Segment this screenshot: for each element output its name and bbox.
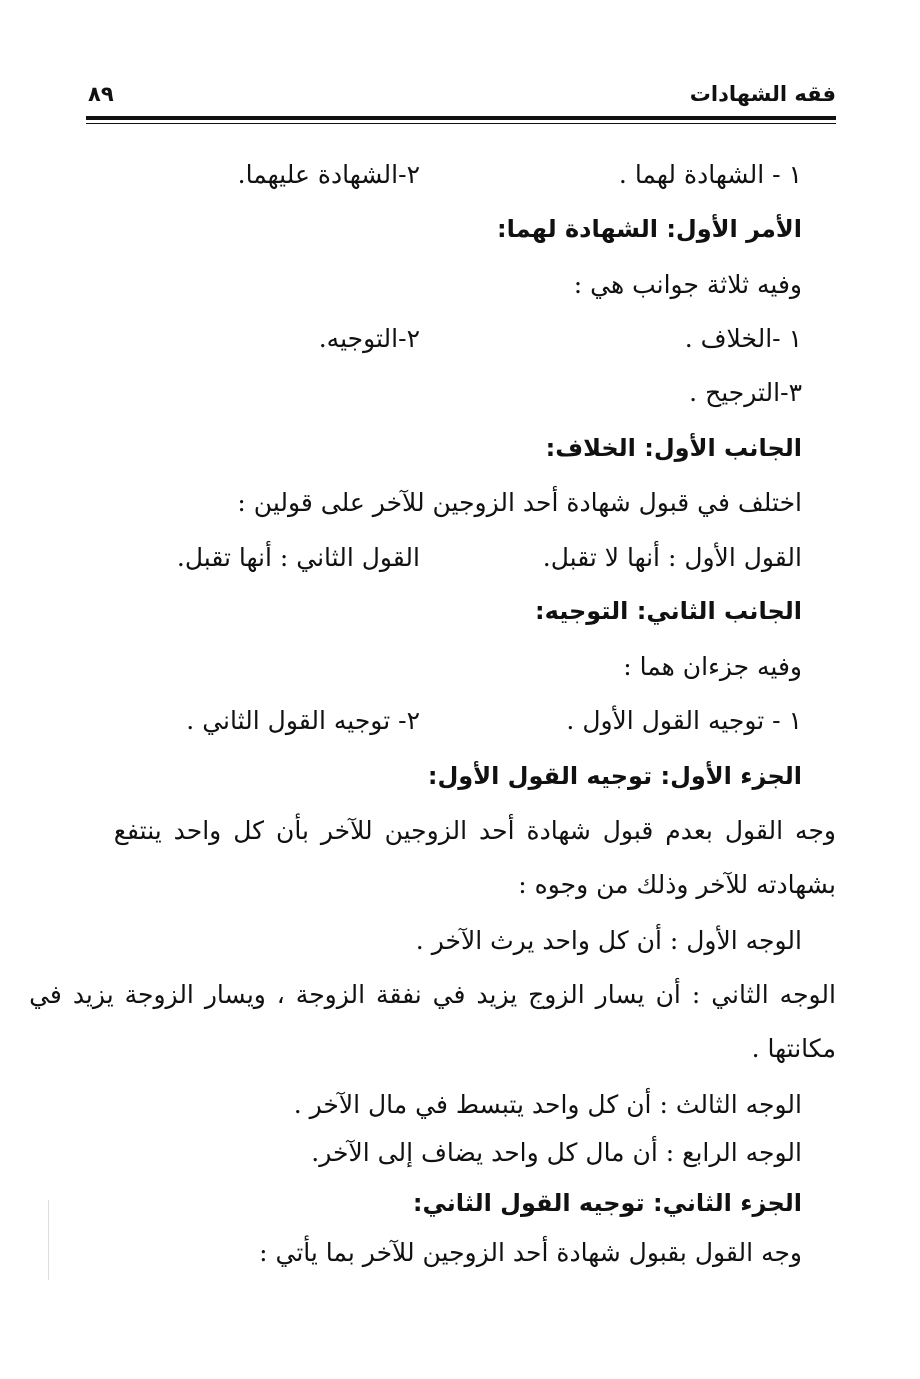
- scan-margin-mark: [48, 1200, 49, 1280]
- header-rule-thick: [86, 116, 836, 120]
- text-three-aspects: وفيه ثلاثة جوانب هي :: [573, 270, 802, 299]
- page-number: ٨٩: [88, 82, 114, 106]
- text-third-reason: الوجه الثالث : أن كل واحد يتبسط في مال الآخر .: [293, 1090, 802, 1119]
- list-item-first-opinion-justification: ١ - توجيه القول الأول .: [566, 706, 802, 735]
- text-two-parts: وفيه جزءان هما :: [623, 652, 802, 681]
- text-fourth-reason: الوجه الرابع : أن مال كل واحد يضاف إلى الآخر.: [311, 1138, 802, 1167]
- heading-first-part: الجزء الأول: توجيه القول الأول:: [427, 762, 802, 790]
- paragraph-second-reason: الوجه الثاني : أن يسار الزوج يزيد في نفقة الزوجة ، ويسار الزوجة يزيد في: [29, 980, 836, 1009]
- first-opinion: القول الأول : أنها لا تقبل.: [542, 543, 802, 572]
- text-disagreement: اختلف في قبول شهادة أحد الزوجين للآخر على قولين :: [237, 488, 802, 517]
- text-second-opinion-basis: وجه القول بقبول شهادة أحد الزوجين للآخر بما يأتي :: [259, 1238, 802, 1267]
- list-item-disagreement: ١ -الخلاف .: [684, 324, 802, 353]
- header-title: فقه الشهادات: [689, 82, 836, 106]
- text-first-reason: الوجه الأول : أن كل واحد يرث الآخر .: [415, 926, 802, 955]
- header-rule-thin: [86, 123, 836, 124]
- list-item-testimony-for: ١ - الشهادة لهما .: [618, 160, 802, 189]
- second-opinion: القول الثاني : أنها تقبل.: [176, 543, 420, 572]
- paragraph-first-line: وجه القول بعدم قبول شهادة أحد الزوجين للآخر بأن كل واحد ينتفع: [113, 816, 836, 845]
- heading-second-part: الجزء الثاني: توجيه القول الثاني:: [412, 1189, 802, 1217]
- paragraph-second-reason-2: مكانتها .: [751, 1034, 836, 1063]
- heading-first-aspect: الجانب الأول: الخلاف:: [545, 434, 802, 462]
- list-item-preference: ٣-الترجيح .: [689, 378, 802, 407]
- list-item-second-opinion-justification: ٢- توجيه القول الثاني .: [186, 706, 420, 735]
- list-item-testimony-against: ٢-الشهادة عليهما.: [237, 160, 420, 189]
- running-header: [86, 82, 836, 116]
- heading-first-matter: الأمر الأول: الشهادة لهما:: [497, 215, 802, 243]
- heading-second-aspect: الجانب الثاني: التوجيه:: [535, 597, 802, 625]
- paragraph-first-line-2: بشهادته للآخر وذلك من وجوه :: [518, 870, 836, 899]
- list-item-justification: ٢-التوجيه.: [318, 324, 420, 353]
